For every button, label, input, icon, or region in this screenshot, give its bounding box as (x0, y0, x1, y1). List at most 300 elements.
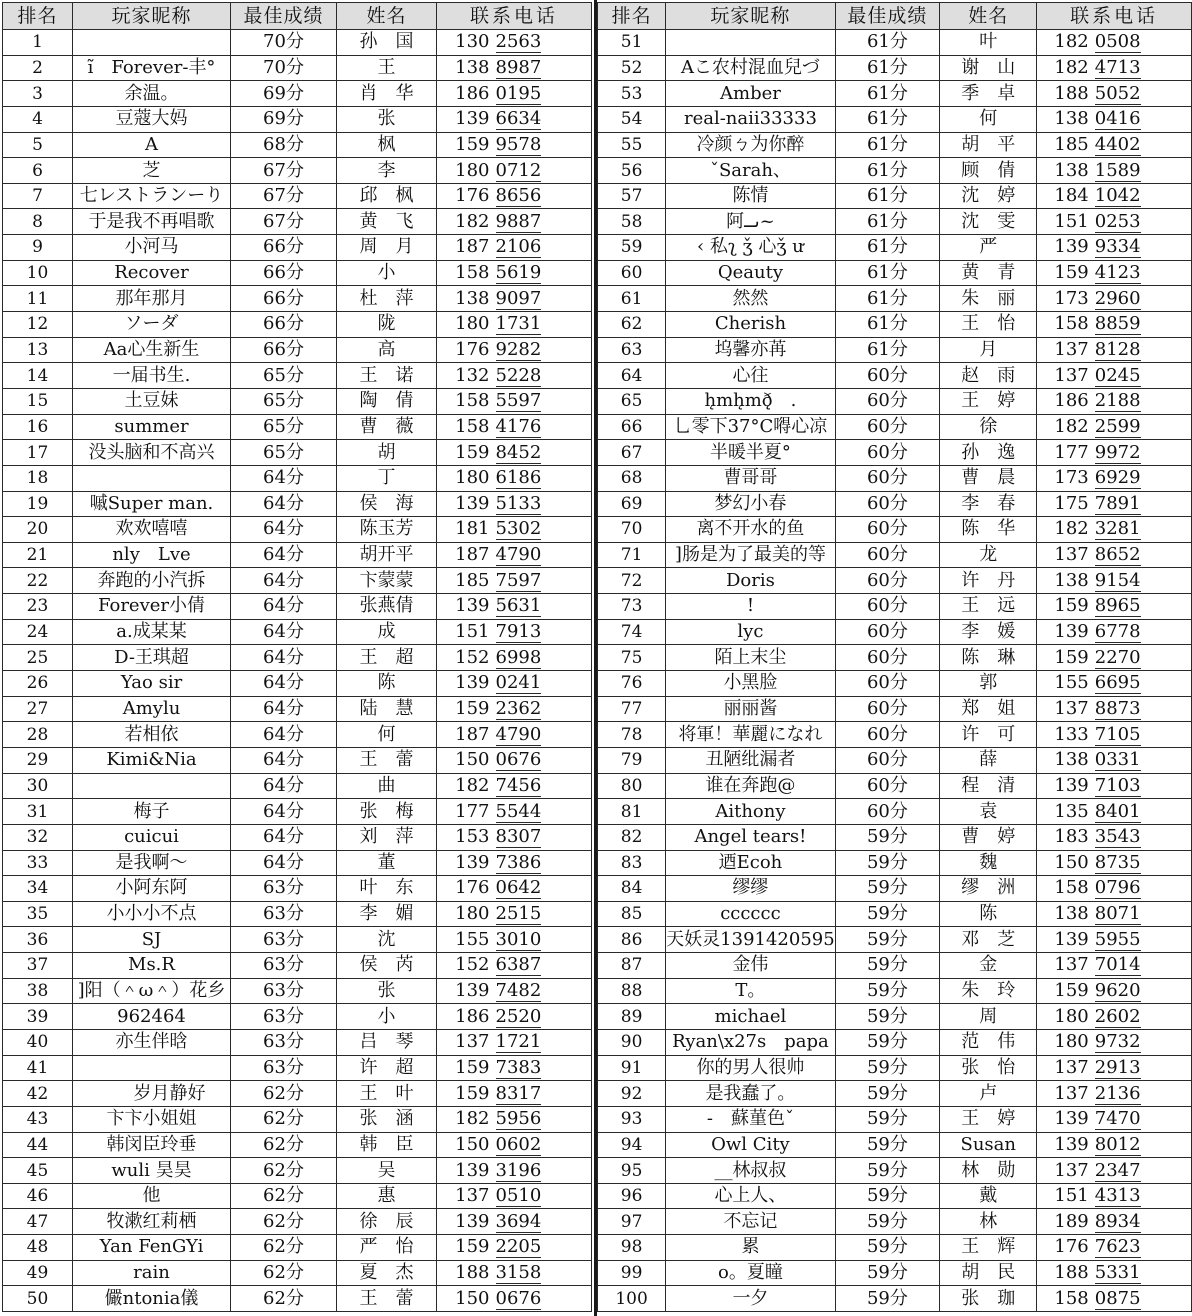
phone-suffix: 2136 (1094, 1082, 1141, 1104)
phone-prefix-cell: 139 (437, 106, 492, 132)
table-row (3, 978, 592, 1004)
phone-suffix: 2520 (495, 1005, 542, 1027)
score-cell: 61分 (835, 183, 939, 209)
table-row (3, 1235, 592, 1261)
phone-suffix: 5331 (1094, 1262, 1141, 1284)
phone-suffix-cell (492, 927, 592, 953)
phone-prefix-cell: 138 (1037, 747, 1091, 773)
table-row (598, 491, 1192, 517)
phone-prefix-cell: 180 (437, 465, 492, 491)
table-row (3, 337, 592, 363)
score-cell: 60分 (835, 696, 939, 722)
table-row (598, 286, 1192, 312)
score-cell: 63分 (231, 1029, 337, 1055)
phone-prefix-cell: 150 (1037, 850, 1091, 876)
rank-cell: 69 (598, 491, 666, 517)
phone-suffix-cell (1091, 1158, 1192, 1184)
nickname-cell: 天妖灵1391420595 (666, 927, 836, 953)
table-row (598, 132, 1192, 158)
phone-suffix-cell (492, 1260, 592, 1286)
score-cell: 60分 (835, 645, 939, 671)
phone-prefix-cell: 159 (437, 1081, 492, 1107)
phone-suffix: 7623 (1094, 1236, 1141, 1258)
phone-suffix-cell (1091, 619, 1192, 645)
name-cell: 侯 海 (337, 491, 437, 517)
name-cell: 张 梅 (337, 799, 437, 825)
rank-cell: 60 (598, 260, 666, 286)
score-cell: 64分 (231, 542, 337, 568)
score-cell: 60分 (835, 363, 939, 389)
rank-cell: 11 (3, 286, 73, 312)
phone-prefix-cell: 177 (437, 799, 492, 825)
phone-suffix-cell (1091, 953, 1192, 979)
rank-cell: 18 (3, 465, 73, 491)
phone-suffix-cell (1091, 696, 1192, 722)
table-row (3, 594, 592, 620)
nickname-cell: 七レストランーり (73, 183, 231, 209)
table-row (3, 106, 592, 132)
score-cell: 59分 (835, 978, 939, 1004)
phone-suffix: 4176 (495, 415, 542, 437)
table-row (598, 747, 1192, 773)
score-cell: 60分 (835, 722, 939, 748)
name-cell: 杜 萍 (337, 286, 437, 312)
rank-cell: 96 (598, 1183, 666, 1209)
phone-suffix-cell (1091, 850, 1192, 876)
phone-suffix: 8307 (495, 826, 542, 848)
nickname-cell: Recover (73, 260, 231, 286)
table-row (598, 1235, 1192, 1261)
phone-suffix: 0875 (1094, 1287, 1141, 1309)
score-cell: 63分 (231, 953, 337, 979)
phone-prefix-cell: 189 (1037, 1209, 1091, 1235)
rank-cell: 8 (3, 209, 73, 235)
phone-suffix: 2347 (1094, 1159, 1141, 1181)
table-row (3, 209, 592, 235)
phone-suffix-cell (492, 1132, 592, 1158)
score-cell: 70分 (231, 30, 337, 56)
phone-prefix-cell: 158 (1037, 876, 1091, 902)
table-row (3, 671, 592, 697)
phone-suffix: 8965 (1094, 595, 1141, 617)
phone-prefix-cell: 184 (1037, 183, 1091, 209)
phone-suffix-cell (1091, 1132, 1192, 1158)
table-row (3, 235, 592, 261)
rank-cell: 94 (598, 1132, 666, 1158)
phone-suffix-cell (1091, 1055, 1192, 1081)
name-cell: 曹 晨 (940, 465, 1037, 491)
rank-cell: 86 (598, 927, 666, 953)
name-cell: 陇 (337, 312, 437, 338)
name-cell: 王 婷 (940, 1106, 1037, 1132)
phone-prefix-cell: 151 (1037, 1183, 1091, 1209)
header-best-score: 最佳成绩 (835, 3, 939, 30)
score-cell: 59分 (835, 927, 939, 953)
rank-cell: 2 (3, 55, 73, 81)
rank-cell: 43 (3, 1106, 73, 1132)
score-cell: 59分 (835, 1183, 939, 1209)
table-body-left (3, 30, 592, 1312)
nickname-cell: 小小小不点 (73, 901, 231, 927)
table-row (598, 901, 1192, 927)
phone-suffix-cell (492, 850, 592, 876)
table-row (3, 1106, 592, 1132)
score-cell: 63分 (231, 901, 337, 927)
phone-suffix: 3281 (1094, 518, 1141, 540)
phone-suffix: 0331 (1094, 749, 1141, 771)
phone-suffix-cell (492, 209, 592, 235)
nickname-cell: 是我蠢了。 (666, 1081, 836, 1107)
score-cell: 61分 (835, 260, 939, 286)
phone-suffix-cell (492, 30, 592, 56)
name-cell: 顾 倩 (940, 158, 1037, 184)
score-cell: 66分 (231, 312, 337, 338)
score-cell: 66分 (231, 286, 337, 312)
name-cell: 曲 (337, 773, 437, 799)
phone-prefix-cell: 138 (1037, 106, 1091, 132)
name-cell: 郑 姐 (940, 696, 1037, 722)
rank-cell: 1 (3, 30, 73, 56)
nickname-cell: cuicui (73, 824, 231, 850)
phone-prefix-cell: 187 (437, 542, 492, 568)
score-cell: 61分 (835, 337, 939, 363)
phone-prefix-cell: 185 (437, 568, 492, 594)
phone-suffix: 8452 (495, 441, 542, 463)
phone-suffix: 6929 (1094, 467, 1141, 489)
phone-suffix: 2515 (495, 903, 542, 925)
table-row (598, 55, 1192, 81)
nickname-cell: 一届书生. (73, 363, 231, 389)
table-row (3, 876, 592, 902)
score-cell: 68分 (231, 132, 337, 158)
score-cell: 59分 (835, 1004, 939, 1030)
phone-prefix-cell: 138 (1037, 568, 1091, 594)
phone-suffix-cell (1091, 799, 1192, 825)
name-cell: 陈 琳 (940, 645, 1037, 671)
score-cell: 64分 (231, 619, 337, 645)
name-cell: 周 月 (337, 235, 437, 261)
phone-suffix: 7891 (1094, 492, 1141, 514)
rank-cell: 70 (598, 517, 666, 543)
phone-prefix-cell: 139 (437, 671, 492, 697)
nickname-cell: 是我啊～ (73, 850, 231, 876)
nickname-cell: 陌上末尘 (666, 645, 836, 671)
score-cell: 60分 (835, 773, 939, 799)
phone-suffix-cell (492, 542, 592, 568)
phone-suffix-cell (492, 1209, 592, 1235)
name-cell: 吴 (337, 1158, 437, 1184)
rank-cell: 98 (598, 1235, 666, 1261)
name-cell: 侯 芮 (337, 953, 437, 979)
name-cell: 韩 臣 (337, 1132, 437, 1158)
nickname-cell: 陈情 (666, 183, 836, 209)
phone-suffix: 7913 (495, 621, 542, 643)
nickname-cell: T。 (666, 978, 836, 1004)
name-cell: 许 可 (940, 722, 1037, 748)
table-row (598, 465, 1192, 491)
phone-suffix: 3158 (495, 1262, 542, 1284)
score-cell: 60分 (835, 388, 939, 414)
phone-prefix-cell: 139 (1037, 773, 1091, 799)
table-row (598, 619, 1192, 645)
score-cell: 62分 (231, 1183, 337, 1209)
phone-suffix: 2106 (495, 236, 542, 258)
table-row (598, 671, 1192, 697)
name-cell: 曹 婷 (940, 824, 1037, 850)
phone-suffix-cell (492, 81, 592, 107)
table-row (598, 1260, 1192, 1286)
score-cell: 59分 (835, 850, 939, 876)
phone-suffix-cell (492, 260, 592, 286)
phone-prefix-cell: 151 (437, 619, 492, 645)
nickname-cell: 曹哥哥 (666, 465, 836, 491)
rank-cell: 7 (3, 183, 73, 209)
phone-prefix-cell: 150 (437, 1132, 492, 1158)
nickname-cell: cccccc (666, 901, 836, 927)
name-cell: 胡 平 (940, 132, 1037, 158)
name-cell: Susan (940, 1132, 1037, 1158)
score-cell: 60分 (835, 414, 939, 440)
phone-prefix-cell: 139 (437, 978, 492, 1004)
phone-suffix-cell (1091, 594, 1192, 620)
score-cell: 66分 (231, 235, 337, 261)
name-cell: 谢 山 (940, 55, 1037, 81)
nickname-cell: 金伟 (666, 953, 836, 979)
nickname-cell: 欢欢嘻嘻 (73, 517, 231, 543)
table-row (598, 850, 1192, 876)
score-cell: 60分 (835, 542, 939, 568)
name-cell: 徐 (940, 414, 1037, 440)
phone-suffix: 5619 (495, 262, 542, 284)
name-cell: 严 (940, 235, 1037, 261)
name-cell: 李 媛 (940, 619, 1037, 645)
phone-suffix-cell (492, 1158, 592, 1184)
score-cell: 64分 (231, 568, 337, 594)
phone-suffix-cell (492, 799, 592, 825)
phone-suffix-cell (1091, 1081, 1192, 1107)
phone-suffix: 5052 (1094, 82, 1141, 104)
phone-prefix-cell: 188 (1037, 1260, 1091, 1286)
score-cell: 59分 (835, 1286, 939, 1312)
table-row (3, 824, 592, 850)
rank-cell: 53 (598, 81, 666, 107)
phone-suffix-cell (492, 1055, 592, 1081)
table-row (3, 901, 592, 927)
rank-cell: 47 (3, 1209, 73, 1235)
nickname-cell: Kimi&Nia (73, 747, 231, 773)
name-cell: 沈 (337, 927, 437, 953)
phone-suffix-cell (1091, 81, 1192, 107)
phone-suffix-cell (1091, 978, 1192, 1004)
name-cell: 王 (337, 55, 437, 81)
nickname-cell: 那年那月 (73, 286, 231, 312)
phone-prefix-cell: 152 (437, 645, 492, 671)
score-cell: 62分 (231, 1235, 337, 1261)
phone-prefix-cell: 186 (437, 81, 492, 107)
name-cell: 张 怡 (940, 1055, 1037, 1081)
nickname-cell: 梅子 (73, 799, 231, 825)
phone-prefix-cell: 137 (1037, 953, 1091, 979)
rank-cell: 89 (598, 1004, 666, 1030)
phone-suffix: 7383 (495, 1056, 542, 1078)
phone-suffix: 9334 (1094, 236, 1141, 258)
score-cell: 60分 (835, 568, 939, 594)
phone-suffix: 7014 (1094, 954, 1141, 976)
phone-prefix-cell: 186 (1037, 388, 1091, 414)
rank-cell: 49 (3, 1260, 73, 1286)
phone-suffix: 7103 (1094, 774, 1141, 796)
phone-suffix: 8128 (1094, 339, 1141, 360)
leaderboard-table-right (597, 2, 1192, 1312)
nickname-cell: Forever小倩 (73, 594, 231, 620)
score-cell: 65分 (231, 414, 337, 440)
phone-suffix-cell (1091, 645, 1192, 671)
score-cell: 64分 (231, 773, 337, 799)
rank-cell: 37 (3, 953, 73, 979)
rank-cell: 3 (3, 81, 73, 107)
phone-suffix: 0676 (495, 1287, 542, 1309)
nickname-cell: ソーダ (73, 312, 231, 338)
phone-suffix: 9154 (1094, 569, 1141, 591)
nickname-cell: 缪缪 (666, 876, 836, 902)
table-row (3, 645, 592, 671)
phone-prefix-cell: 158 (1037, 1286, 1091, 1312)
table-row (598, 594, 1192, 620)
header-best-score: 最佳成绩 (231, 3, 337, 30)
name-cell: 夏 杰 (337, 1260, 437, 1286)
name-cell: 月 (940, 337, 1037, 363)
phone-prefix-cell: 180 (437, 312, 492, 338)
phone-suffix: 6998 (495, 646, 542, 668)
table-row (3, 1055, 592, 1081)
phone-suffix-cell (1091, 440, 1192, 466)
score-cell: 61分 (835, 286, 939, 312)
rank-cell: 65 (598, 388, 666, 414)
name-cell: 许 丹 (940, 568, 1037, 594)
table-row (598, 414, 1192, 440)
phone-suffix-cell (492, 491, 592, 517)
phone-prefix-cell: 188 (437, 1260, 492, 1286)
phone-prefix-cell: 187 (437, 235, 492, 261)
phone-suffix-cell (492, 1004, 592, 1030)
table-row (598, 1055, 1192, 1081)
rank-cell: 61 (598, 286, 666, 312)
phone-suffix-cell (1091, 1004, 1192, 1030)
rank-cell: 88 (598, 978, 666, 1004)
name-cell: 李 春 (940, 491, 1037, 517)
phone-suffix: 2563 (495, 31, 542, 53)
phone-prefix-cell: 182 (1037, 414, 1091, 440)
nickname-cell: 半暖半夏° (666, 440, 836, 466)
table-row (598, 645, 1192, 671)
name-cell: 陈玉芳 (337, 517, 437, 543)
rank-cell: 12 (3, 312, 73, 338)
table-row (598, 363, 1192, 389)
rank-cell: 57 (598, 183, 666, 209)
rank-cell: 97 (598, 1209, 666, 1235)
nickname-cell: 岁月静好 (73, 1081, 231, 1107)
nickname-cell: 土豆妹 (73, 388, 231, 414)
phone-suffix: 8401 (1094, 800, 1141, 822)
phone-prefix-cell: 139 (1037, 235, 1091, 261)
nickname-cell: Amylu (73, 696, 231, 722)
name-cell: 张 (337, 106, 437, 132)
name-cell: 袁 (940, 799, 1037, 825)
phone-suffix: 8656 (495, 185, 542, 207)
phone-suffix: 7105 (1094, 723, 1141, 745)
phone-prefix-cell: 139 (437, 850, 492, 876)
nickname-cell (73, 773, 231, 799)
name-cell: 林 勋 (940, 1158, 1037, 1184)
name-cell: 徐 辰 (337, 1209, 437, 1235)
table-row (598, 1209, 1192, 1235)
nickname-cell: 小阿东阿 (73, 876, 231, 902)
phone-suffix-cell (1091, 260, 1192, 286)
header-row (3, 3, 592, 30)
name-cell: 戴 (940, 1183, 1037, 1209)
name-cell: 丁 (337, 465, 437, 491)
nickname-cell: 卞卞小姐姐 (73, 1106, 231, 1132)
phone-prefix-cell: 180 (437, 901, 492, 927)
score-cell: 60分 (835, 619, 939, 645)
table-row (3, 773, 592, 799)
rank-cell: 93 (598, 1106, 666, 1132)
phone-suffix: 6634 (495, 108, 542, 130)
nickname-cell: 豆蔻大妈 (73, 106, 231, 132)
name-cell: 胡 (337, 440, 437, 466)
nickname-cell (73, 465, 231, 491)
rank-cell: 100 (598, 1286, 666, 1312)
nickname-cell: 亦生伴晗 (73, 1029, 231, 1055)
score-cell: 60分 (835, 465, 939, 491)
nickname-cell: Aa心生新生 (73, 337, 231, 363)
score-cell: 64分 (231, 645, 337, 671)
phone-suffix: 0510 (495, 1185, 542, 1207)
nickname-cell: Angel tears! (666, 824, 836, 850)
name-cell: 董 (337, 850, 437, 876)
phone-suffix-cell (492, 1029, 592, 1055)
table-row (598, 1029, 1192, 1055)
rank-cell: 10 (3, 260, 73, 286)
phone-suffix: 2205 (495, 1236, 542, 1258)
nickname-cell: 谁在奔跑@ (666, 773, 836, 799)
rank-cell: 74 (598, 619, 666, 645)
score-cell: 59分 (835, 953, 939, 979)
rank-cell: 81 (598, 799, 666, 825)
phone-suffix-cell (492, 414, 592, 440)
phone-prefix-cell: 180 (1037, 1004, 1091, 1030)
phone-suffix: 4313 (1094, 1185, 1141, 1207)
rank-cell: 62 (598, 312, 666, 338)
score-cell: 63分 (231, 1055, 337, 1081)
rank-cell: 90 (598, 1029, 666, 1055)
rank-cell: 20 (3, 517, 73, 543)
name-cell: 王 辉 (940, 1235, 1037, 1261)
phone-suffix: 3196 (495, 1159, 542, 1181)
phone-prefix-cell: 181 (437, 517, 492, 543)
name-cell: 成 (337, 619, 437, 645)
table-row (3, 953, 592, 979)
header-rank: 排名 (598, 3, 666, 30)
name-cell: 张燕倩 (337, 594, 437, 620)
nickname-cell: 梦幻小春 (666, 491, 836, 517)
nickname-cell: Cherish (666, 312, 836, 338)
phone-suffix-cell (492, 978, 592, 1004)
score-cell: 59分 (835, 824, 939, 850)
phone-prefix-cell: 139 (437, 1158, 492, 1184)
table-row (3, 1029, 592, 1055)
phone-suffix-cell (1091, 1235, 1192, 1261)
